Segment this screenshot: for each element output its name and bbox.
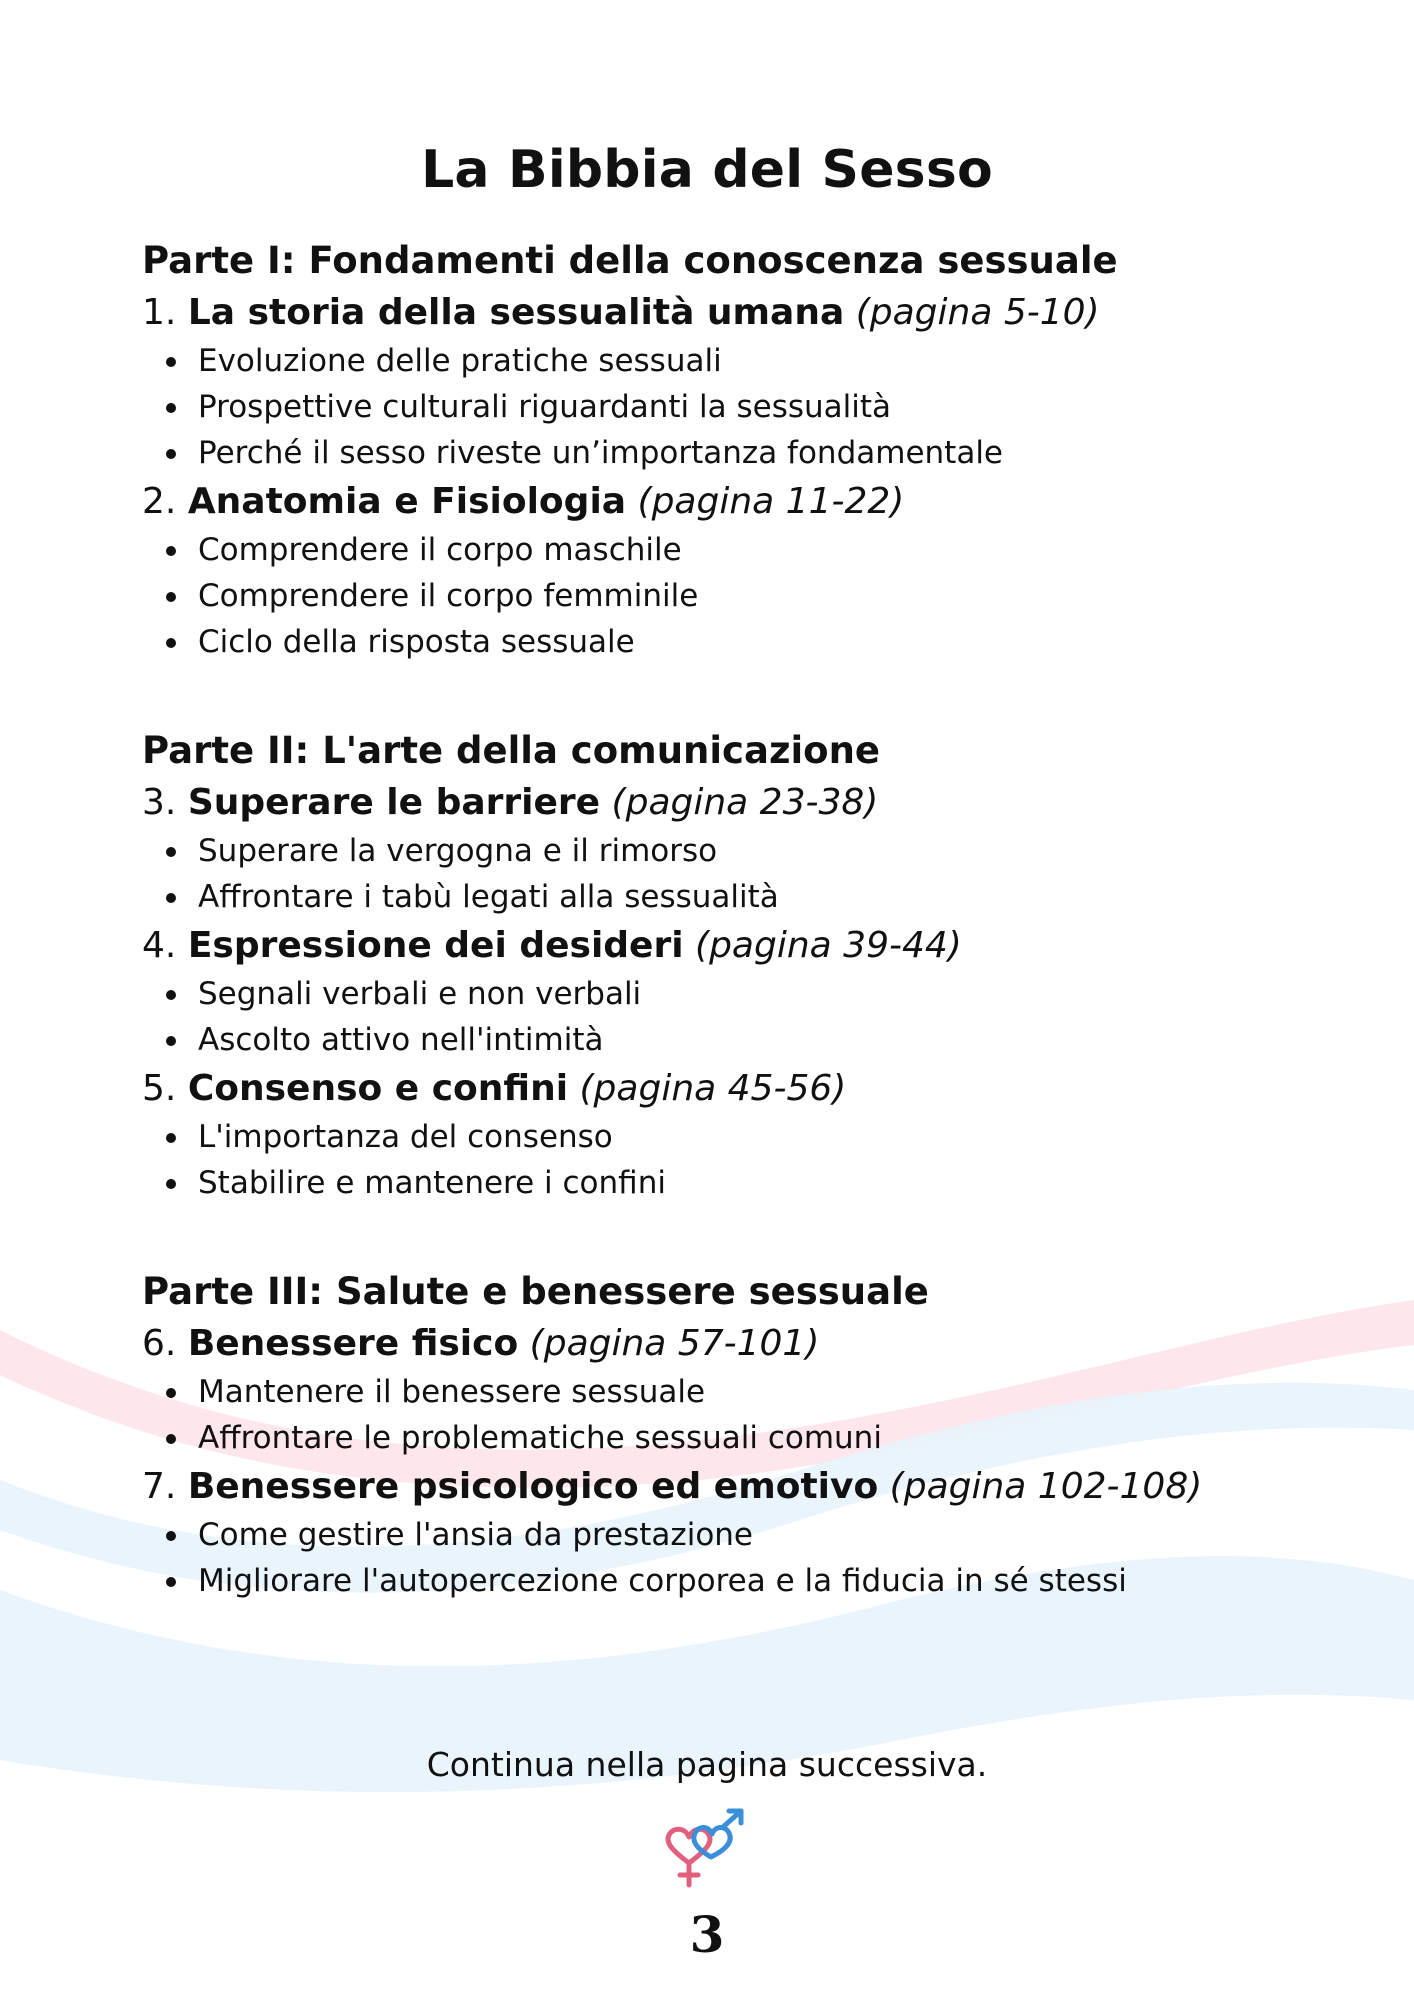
continue-note: Continua nella pagina successiva.	[426, 1745, 988, 1784]
chapter-number: 4.	[142, 925, 177, 966]
list-item: Ciclo della risposta sessuale	[198, 619, 1342, 665]
chapter-title: Espressione dei desideri	[187, 925, 684, 966]
list-item: Migliorare l'autopercezione corporea e la fiducia in sé stessi	[198, 1558, 1342, 1604]
part-heading: Parte I: Fondamenti della conoscenza sessuale	[142, 239, 1118, 282]
part-2	[142, 725, 1342, 1206]
list-item: Affrontare le problematiche sessuali comuni	[198, 1415, 1342, 1461]
topic-list	[142, 1114, 1342, 1206]
list-item: Segnali verbali e non verbali	[198, 971, 1342, 1017]
list-item: Perché il sesso riveste un’importanza fondamentale	[198, 430, 1342, 476]
chapter-number: 5.	[142, 1068, 177, 1109]
list-item: Comprendere il corpo maschile	[198, 527, 1342, 573]
list-item: Prospettive culturali riguardanti la sessualità	[198, 384, 1342, 430]
chapter-6	[142, 1318, 1342, 1369]
chapter-1	[142, 287, 1342, 338]
list-item: Come gestire l'ansia da prestazione	[198, 1512, 1342, 1558]
chapter-3	[142, 777, 1342, 828]
page-number: 3	[689, 1905, 725, 1964]
list-item: Evoluzione delle pratiche sessuali	[198, 338, 1342, 384]
chapter-number: 7.	[142, 1466, 177, 1507]
chapter-number: 1.	[142, 292, 177, 333]
topic-list	[142, 527, 1342, 665]
chapter-pages: (pagina 57-101)	[529, 1323, 820, 1364]
list-item: Ascolto attivo nell'intimità	[198, 1017, 1342, 1063]
chapter-pages: (pagina 23-38)	[611, 782, 879, 823]
part-3	[142, 1266, 1342, 1604]
topic-list	[142, 1369, 1342, 1461]
topic-list	[142, 971, 1342, 1063]
chapter-title: Superare le barriere	[187, 782, 601, 823]
chapter-pages: (pagina 102-108)	[889, 1466, 1203, 1507]
chapter-title: Anatomia e Fisiologia	[187, 481, 627, 522]
part-heading: Parte II: L'arte della comunicazione	[142, 729, 881, 772]
list-item: Affrontare i tabù legati alla sessualità	[198, 874, 1342, 920]
list-item: Stabilire e mantenere i confini	[198, 1160, 1342, 1206]
topic-list	[142, 338, 1342, 476]
topic-list	[142, 1512, 1342, 1604]
part-1	[142, 235, 1342, 665]
list-item: L'importanza del consenso	[198, 1114, 1342, 1160]
chapter-pages: (pagina 45-56)	[579, 1068, 847, 1109]
part-heading: Parte III: Salute e benessere sessuale	[142, 1270, 929, 1313]
heart-gender-symbols-icon	[655, 1805, 755, 1895]
list-item: Superare la vergogna e il rimorso	[198, 828, 1342, 874]
chapter-title: Benessere psicologico ed emotivo	[187, 1466, 879, 1507]
chapter-pages: (pagina 39-44)	[695, 925, 962, 966]
topic-list	[142, 828, 1342, 920]
chapter-title: Consenso e confini	[187, 1068, 569, 1109]
chapter-pages: (pagina 11-22)	[637, 481, 905, 522]
chapter-number: 3.	[142, 782, 177, 823]
chapter-4	[142, 920, 1342, 971]
chapter-pages: (pagina 5-10)	[855, 292, 1100, 333]
chapter-number: 2.	[142, 481, 177, 522]
list-item: Comprendere il corpo femminile	[198, 573, 1342, 619]
chapter-title: Benessere fisico	[187, 1323, 519, 1364]
list-item: Mantenere il benessere sessuale	[198, 1369, 1342, 1415]
table-of-contents	[142, 235, 1342, 1604]
document-title: La Bibbia del Sesso	[421, 140, 993, 200]
chapter-5	[142, 1063, 1342, 1114]
chapter-number: 6.	[142, 1323, 177, 1364]
chapter-title: La storia della sessualità umana	[187, 292, 845, 333]
chapter-7	[142, 1461, 1342, 1512]
chapter-2	[142, 476, 1342, 527]
